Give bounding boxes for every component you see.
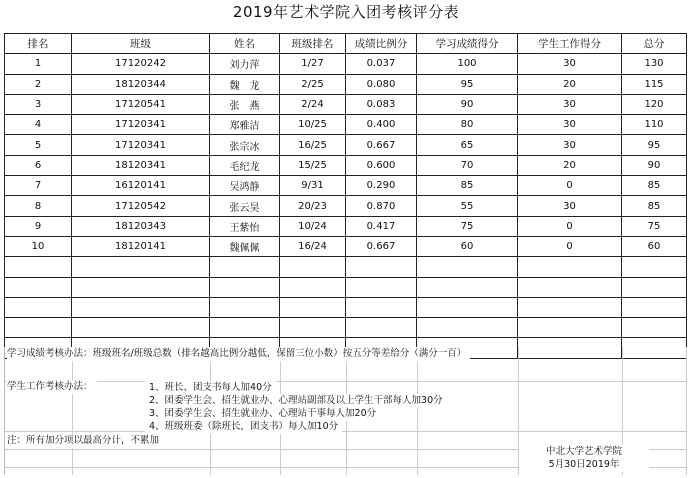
cell-total: 75 <box>622 216 687 236</box>
cell-work-score: 30 <box>518 94 622 114</box>
header-class-rank: 班级排名 <box>280 34 346 54</box>
empty-cell <box>346 257 417 277</box>
work-rule-1: 1、班长、团支书每人加40分 <box>145 381 276 395</box>
work-rule-label: 学生工作考核办法： <box>7 380 97 394</box>
table-row <box>5 94 687 114</box>
cell-work-score: 0 <box>518 216 622 236</box>
table-row <box>5 115 687 135</box>
empty-cell <box>622 297 687 317</box>
table-row <box>5 176 687 196</box>
cell-work-score: 0 <box>518 176 622 196</box>
cell-class-rank: 16/24 <box>280 236 346 256</box>
empty-cell <box>72 297 210 317</box>
cell-ratio-score: 0.037 <box>346 54 417 74</box>
empty-cell <box>518 257 622 277</box>
cell-class-rank: 9/31 <box>280 176 346 196</box>
cell-class: 18120343 <box>72 216 210 236</box>
cell-study-score: 85 <box>417 176 518 196</box>
cell-class: 16120141 <box>72 176 210 196</box>
cell-study-score: 80 <box>417 115 518 135</box>
cell-ratio-score: 0.290 <box>346 176 417 196</box>
cell-class-rank: 10/24 <box>280 216 346 236</box>
cell-name: 张宗冰 <box>210 135 280 155</box>
cell-class: 17120341 <box>72 135 210 155</box>
empty-cell <box>417 277 518 297</box>
header-work-score: 学生工作得分 <box>518 34 622 54</box>
cell-work-score: 30 <box>518 115 622 135</box>
cell-class: 18120344 <box>72 74 210 94</box>
cell-class-rank: 15/25 <box>280 155 346 175</box>
cell-total: 95 <box>622 135 687 155</box>
cell-rank: 5 <box>5 135 72 155</box>
work-rule-3: 3、团委学生会、招生就业办、心理站干事每人加20分 <box>145 407 380 421</box>
cell-total: 120 <box>622 94 687 114</box>
empty-cell <box>280 257 346 277</box>
empty-cell <box>210 277 280 297</box>
cell-study-score: 60 <box>417 236 518 256</box>
header-study-score: 学习成绩得分 <box>417 34 518 54</box>
cell-ratio-score: 0.400 <box>346 115 417 135</box>
cell-class-rank: 10/25 <box>280 115 346 135</box>
cell-work-score: 30 <box>518 54 622 74</box>
cell-ratio-score: 0.417 <box>346 216 417 236</box>
cell-name: 张 燕 <box>210 94 280 114</box>
table-row <box>5 236 687 256</box>
empty-cell <box>210 318 280 338</box>
empty-cell <box>5 297 72 317</box>
cell-rank: 9 <box>5 216 72 236</box>
cell-ratio-score: 0.667 <box>346 236 417 256</box>
empty-row <box>5 257 687 277</box>
header-class: 班级 <box>72 34 210 54</box>
cell-name: 张云昊 <box>210 196 280 216</box>
empty-cell <box>280 318 346 338</box>
cell-name: 毛纪龙 <box>210 155 280 175</box>
empty-cell <box>622 277 687 297</box>
cell-study-score: 95 <box>417 74 518 94</box>
cell-class-rank: 1/27 <box>280 54 346 74</box>
cell-work-score: 30 <box>518 196 622 216</box>
empty-row <box>5 297 687 317</box>
cell-name: 魏 龙 <box>210 74 280 94</box>
cell-study-score: 75 <box>417 216 518 236</box>
empty-cell <box>346 277 417 297</box>
table-row <box>5 196 687 216</box>
cell-class-rank: 2/24 <box>280 94 346 114</box>
table-row <box>5 74 687 94</box>
cell-ratio-score: 0.083 <box>346 94 417 114</box>
cell-total: 130 <box>622 54 687 74</box>
header-row <box>5 34 687 54</box>
empty-cell <box>346 318 417 338</box>
cell-rank: 2 <box>5 74 72 94</box>
study-rule-note: 学习成绩考核办法：班级班名/班级总数（排名越高比例分越低，保留三位小数）按五分等差给分（满分一百） <box>7 347 470 361</box>
cell-rank: 4 <box>5 115 72 135</box>
cell-total: 90 <box>622 155 687 175</box>
empty-cell <box>210 297 280 317</box>
empty-cell <box>280 277 346 297</box>
cell-ratio-score: 0.870 <box>346 196 417 216</box>
cell-work-score: 20 <box>518 155 622 175</box>
cell-study-score: 55 <box>417 196 518 216</box>
empty-cell <box>622 257 687 277</box>
cell-total: 115 <box>622 74 687 94</box>
empty-cell <box>346 297 417 317</box>
cell-study-score: 90 <box>417 94 518 114</box>
cell-rank: 10 <box>5 236 72 256</box>
cell-class: 18120141 <box>72 236 210 256</box>
empty-cell <box>518 318 622 338</box>
empty-cell <box>72 277 210 297</box>
cell-name: 郑雅洁 <box>210 115 280 135</box>
cell-class: 18120341 <box>72 155 210 175</box>
cell-study-score: 100 <box>417 54 518 74</box>
header-name: 姓名 <box>210 34 280 54</box>
cell-study-score: 70 <box>417 155 518 175</box>
empty-row <box>5 277 687 297</box>
signature-date: 5月30日2019年 <box>519 458 649 472</box>
cell-name: 王紫怡 <box>210 216 280 236</box>
header-ratio-score: 成绩比例分 <box>346 34 417 54</box>
cell-rank: 7 <box>5 176 72 196</box>
cell-name: 吴鸿静 <box>210 176 280 196</box>
signature: 中北大学艺术学院 <box>519 445 649 459</box>
cell-work-score: 0 <box>518 236 622 256</box>
cell-work-score: 20 <box>518 74 622 94</box>
cell-ratio-score: 0.667 <box>346 135 417 155</box>
empty-cell <box>417 257 518 277</box>
empty-cell <box>417 318 518 338</box>
empty-cell <box>210 257 280 277</box>
cell-total: 60 <box>622 236 687 256</box>
table-row <box>5 155 687 175</box>
cell-name: 刘力萍 <box>210 54 280 74</box>
cell-rank: 1 <box>5 54 72 74</box>
empty-cell <box>417 297 518 317</box>
empty-cell <box>518 297 622 317</box>
cell-class-rank: 20/23 <box>280 196 346 216</box>
empty-cell <box>5 257 72 277</box>
table-row <box>5 135 687 155</box>
cell-ratio-score: 0.600 <box>346 155 417 175</box>
cell-class: 17120341 <box>72 115 210 135</box>
cell-rank: 3 <box>5 94 72 114</box>
notes-section <box>4 347 687 475</box>
empty-cell <box>518 277 622 297</box>
table-row <box>5 54 687 74</box>
cell-ratio-score: 0.080 <box>346 74 417 94</box>
empty-row <box>5 318 687 338</box>
table-row <box>5 216 687 236</box>
empty-cell <box>72 257 210 277</box>
header-total: 总分 <box>622 34 687 54</box>
empty-cell <box>5 318 72 338</box>
cell-class: 17120242 <box>72 54 210 74</box>
cell-class: 17120541 <box>72 94 210 114</box>
cell-class-rank: 16/25 <box>280 135 346 155</box>
cell-rank: 6 <box>5 155 72 175</box>
empty-cell <box>72 318 210 338</box>
cell-class: 17120542 <box>72 196 210 216</box>
work-rule-4: 4、班级班委（除班长，团支书）每人加10分 <box>145 420 342 434</box>
score-table <box>4 33 687 359</box>
cell-name: 魏佩佩 <box>210 236 280 256</box>
sheet-title: 2019年艺术学院入团考核评分表 <box>232 3 460 21</box>
cell-total: 85 <box>622 176 687 196</box>
cell-work-score: 30 <box>518 135 622 155</box>
empty-cell <box>622 318 687 338</box>
cell-class-rank: 2/25 <box>280 74 346 94</box>
empty-cell <box>5 277 72 297</box>
cell-study-score: 65 <box>417 135 518 155</box>
empty-cell <box>280 297 346 317</box>
work-rule-2: 2、团委学生会、招生就业办、心理站副部及以上学生干部每人加30分 <box>145 394 447 408</box>
cell-rank: 8 <box>5 196 72 216</box>
cell-total: 110 <box>622 115 687 135</box>
cell-total: 85 <box>622 196 687 216</box>
footnote: 注：所有加分项以最高分计，不累加 <box>7 434 163 448</box>
header-rank: 排名 <box>5 34 72 54</box>
